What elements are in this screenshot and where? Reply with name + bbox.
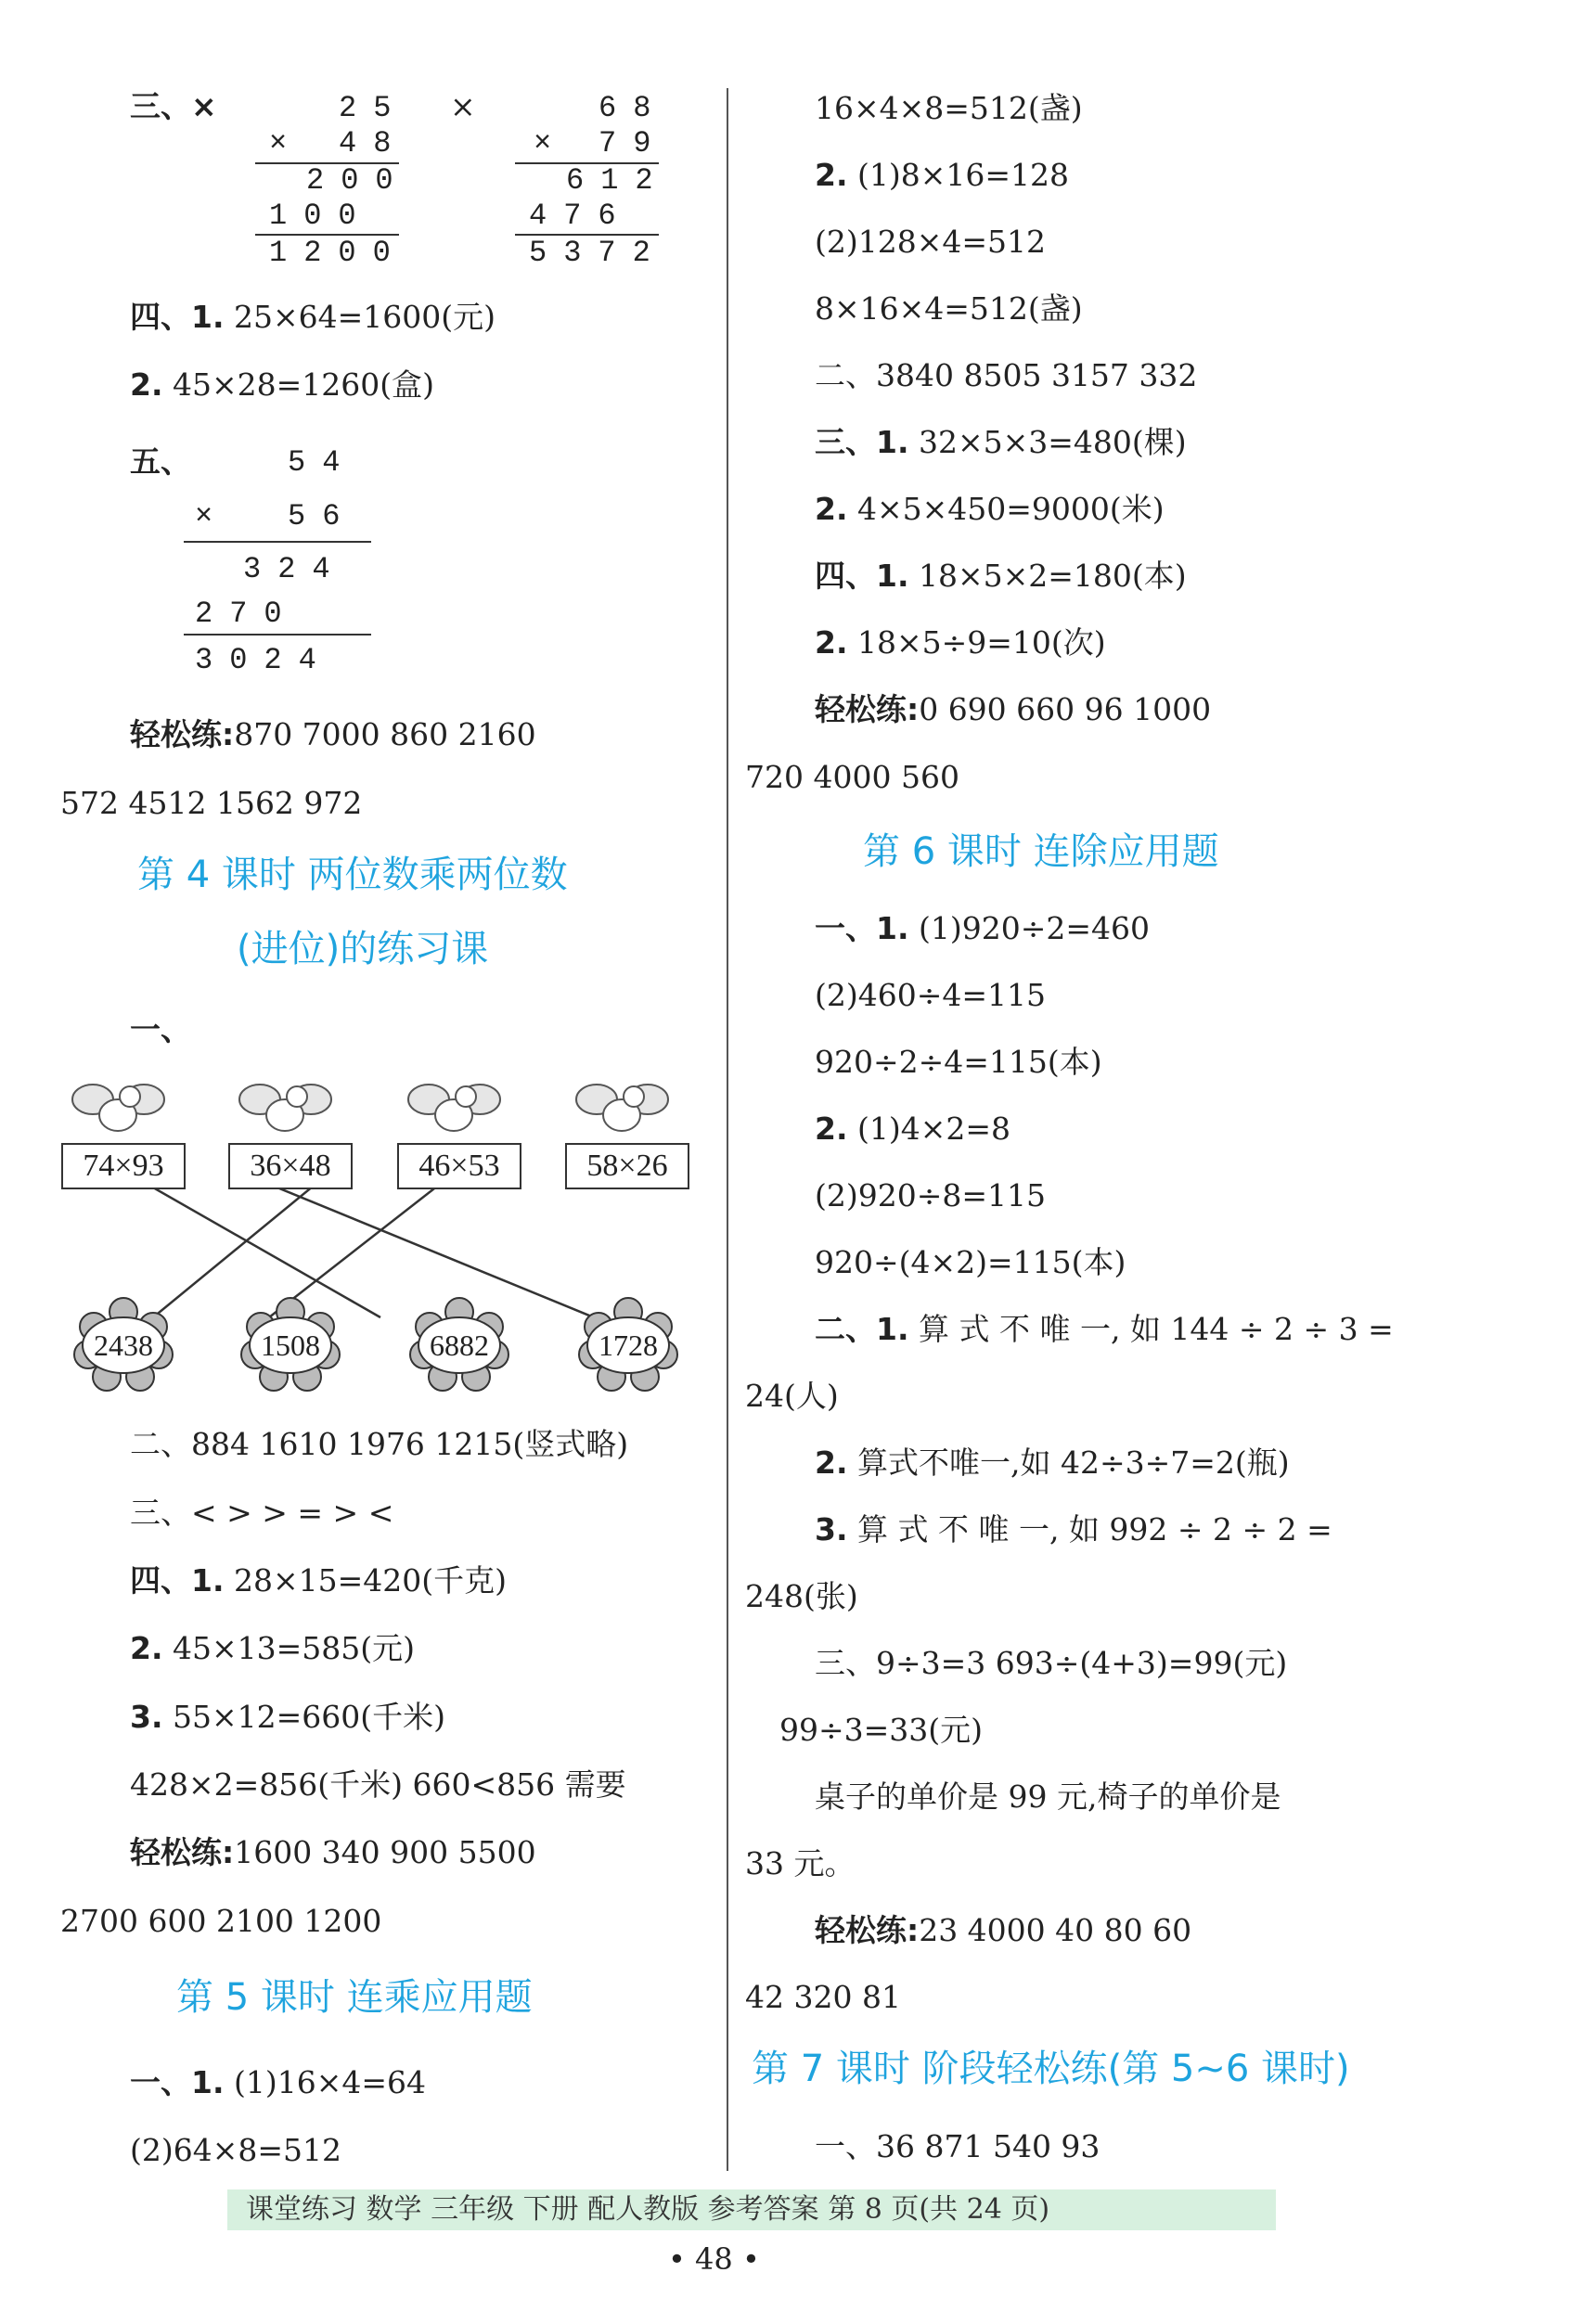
lesson-7-title: 第 7 课时 阶段轻松练(第 5~6 课时): [752, 2048, 1350, 2090]
answer-line: 2. 45×13=585(元): [130, 1630, 416, 1666]
lesson-4-title: 第 4 课时 两位数乘两位数: [137, 854, 568, 896]
answer-line: 一、36 871 540 93: [815, 2128, 1100, 2164]
bee-expression: 74×93: [61, 1143, 186, 1189]
page-number: • 48 •: [668, 2241, 760, 2277]
lesson-5-title: 第 5 课时 连乘应用题: [176, 1976, 533, 2019]
answer-line: 二、3840 8505 3157 332: [815, 357, 1198, 393]
answer-line: 428×2=856(千米) 660<856 需要: [130, 1766, 626, 1803]
match-line: [269, 1169, 459, 1317]
easy-practice-3-cont: 720 4000 560: [745, 759, 959, 795]
answer-page: 三、× 25 × 48 200 100 1200 × 68 × 79 612 476 5372 四、1. 25×64=1600(元) 2. 45×28=1260(盒) 五、 54 × 56 324 270 3024 轻松练:870 7000 860 2160 572 4512 1562 972 第 4 课时 两位数乘两位数 (进位)的练习课 一、 74×93 36×48 46×53 58×26 2438 1508 6882 1728 二、884 1610 1976 1215(竖式略) 三、< > > = > < 四、1. 28×15=420(千克) 2. 45×13=585(元) 3. 55×12=660(千米) 428×2=856(千米) 660<856 需要 轻松练:1600 340 900 5500 2700 600 2100 1200 第 5 课时 连乘应用题 一、1. (1)16×4=64 (2)64×8=512 16×4×8=512(盏) 2. (1)8×16=128 (2)128×4=512 8×16×4=512(盏) 二、3840 8505 3157 332 三、1. 32×5×3=480(棵) 2. 4×5×450=9000(米) 四、1. 18×5×2=180(本) 2. 18×5÷9=10(次) 轻松练:0 690 660 96 1000 720 4000 560 第 6 课时 连除应用题 一、1. (1)920÷2=460 (2)460÷4=115 920÷2÷4=115(本) 2. (1)4×2=8 (2)920÷8=115 920÷(4×2)=115(本) 二、1. 算 式 不 唯 一, 如 144 ÷ 2 ÷ 3 = 24(人) 2. 算式不唯一,如 42÷3÷7=2(瓶) 3. 算 式 不 唯 一, 如 992 ÷ 2 ÷ 2 = 248(张) 三、9÷3=3 693÷(4+3)=99(元) 99÷3=33(元) 桌子的单价是 99 元,椅子的单价是 33 元。 轻松练:23 4000 40 80 60 42 320 81 第 7 课时 阶段轻松练(第 5~6 课时) 一、36 871 540 93 课堂练习 数学 三年级 下册 配人教版 参考答案 第 8 页(共 24 页) • 48 •: [0, 0, 1596, 2324]
answer-line: 2. 算式不唯一,如 42÷3÷7=2(瓶): [815, 1444, 1290, 1481]
answer-line: (2)920÷8=115: [815, 1177, 1047, 1213]
easy-practice-4-cont: 42 320 81: [745, 1979, 901, 2015]
answer-line: (2)460÷4=115: [815, 977, 1047, 1013]
bee-icon: [576, 1085, 668, 1131]
easy-practice-3: 轻松练:0 690 660 96 1000: [815, 691, 1212, 727]
easy-practice-1: 轻松练:870 7000 860 2160: [130, 716, 536, 752]
answer-line: 3. 55×12=660(千米): [130, 1699, 446, 1735]
answer-line: 四、1. 28×15=420(千克): [130, 1562, 508, 1599]
match-line: [153, 1169, 334, 1317]
answer-line: 2. (1)4×2=8: [815, 1111, 1011, 1147]
section-1-label: 一、: [130, 1011, 191, 1047]
lesson-4-subtitle: (进位)的练习课: [237, 928, 489, 970]
bee-icon: [408, 1085, 500, 1131]
answer-line: 3. 算 式 不 唯 一, 如 992 ÷ 2 ÷ 2 =: [815, 1511, 1332, 1547]
answer-line: 920÷(4×2)=115(本): [815, 1244, 1126, 1280]
match-line: [232, 1169, 594, 1317]
flower-value: 2438: [94, 1329, 153, 1362]
answer-line: 2. 18×5÷9=10(次): [815, 624, 1106, 661]
easy-practice-2: 轻松练:1600 340 900 5500: [130, 1834, 536, 1870]
answer-line: 99÷3=33(元): [779, 1712, 984, 1748]
answer-line: 三、< > > = > <: [130, 1495, 394, 1531]
answer-line: 920÷2÷4=115(本): [815, 1044, 1102, 1080]
answer-line: 16×4×8=512(盏): [815, 90, 1083, 126]
bee-icon: [239, 1085, 331, 1131]
answer-line: 一、1. (1)16×4=64: [130, 2064, 427, 2100]
section-5-label: 五、: [130, 443, 191, 480]
answer-line: 8×16×4=512(盏): [815, 290, 1083, 327]
flower-value: 6882: [430, 1329, 489, 1362]
answer-line: 三、9÷3=3 693÷(4+3)=99(元): [815, 1645, 1288, 1681]
easy-practice-4: 轻松练:23 4000 40 80 60: [815, 1912, 1192, 1948]
bee-expression: 58×26: [565, 1143, 689, 1189]
answer-line: 248(张): [745, 1578, 858, 1614]
flower-value: 1508: [261, 1329, 320, 1362]
answer-line: 桌子的单价是 99 元,椅子的单价是: [815, 1778, 1281, 1815]
flower-icon: [74, 1298, 677, 1391]
answer-line: (2)64×8=512: [130, 2132, 342, 2168]
answer-line: 三、1. 32×5×3=480(棵): [815, 424, 1187, 460]
section-3-label: 三、×: [130, 88, 217, 124]
match-line: [121, 1169, 380, 1317]
lesson-6-title: 第 6 课时 连除应用题: [863, 830, 1219, 873]
answer-line: 2. 45×28=1260(盒): [130, 366, 435, 403]
answer-line: 四、1. 18×5×2=180(本): [815, 558, 1187, 594]
answer-line: 一、1. (1)920÷2=460: [815, 910, 1151, 946]
answer-line: 二、1. 算 式 不 唯 一, 如 144 ÷ 2 ÷ 3 =: [815, 1311, 1394, 1347]
footer-text: 课堂练习 数学 三年级 下册 配人教版 参考答案 第 8 页(共 24 页): [246, 2193, 1050, 2226]
answer-line: 四、1. 25×64=1600(元): [130, 299, 496, 335]
bee-expression: 36×48: [228, 1143, 353, 1189]
answer-line: 24(人): [745, 1378, 839, 1414]
answer-line: 2. (1)8×16=128: [815, 157, 1070, 193]
easy-practice-2-cont: 2700 600 2100 1200: [60, 1903, 382, 1939]
flower-value: 1728: [598, 1329, 658, 1362]
easy-practice-1-cont: 572 4512 1562 972: [60, 785, 363, 821]
bee-icon: [72, 1085, 164, 1131]
answer-line: 2. 4×5×450=9000(米): [815, 491, 1165, 527]
bee-expression: 46×53: [397, 1143, 521, 1189]
answer-line: 33 元。: [745, 1845, 856, 1881]
column-divider: [727, 88, 728, 2171]
answer-line: (2)128×4=512: [815, 224, 1047, 260]
section-3-x2: ×: [450, 88, 476, 124]
answer-line: 二、884 1610 1976 1215(竖式略): [130, 1426, 629, 1462]
